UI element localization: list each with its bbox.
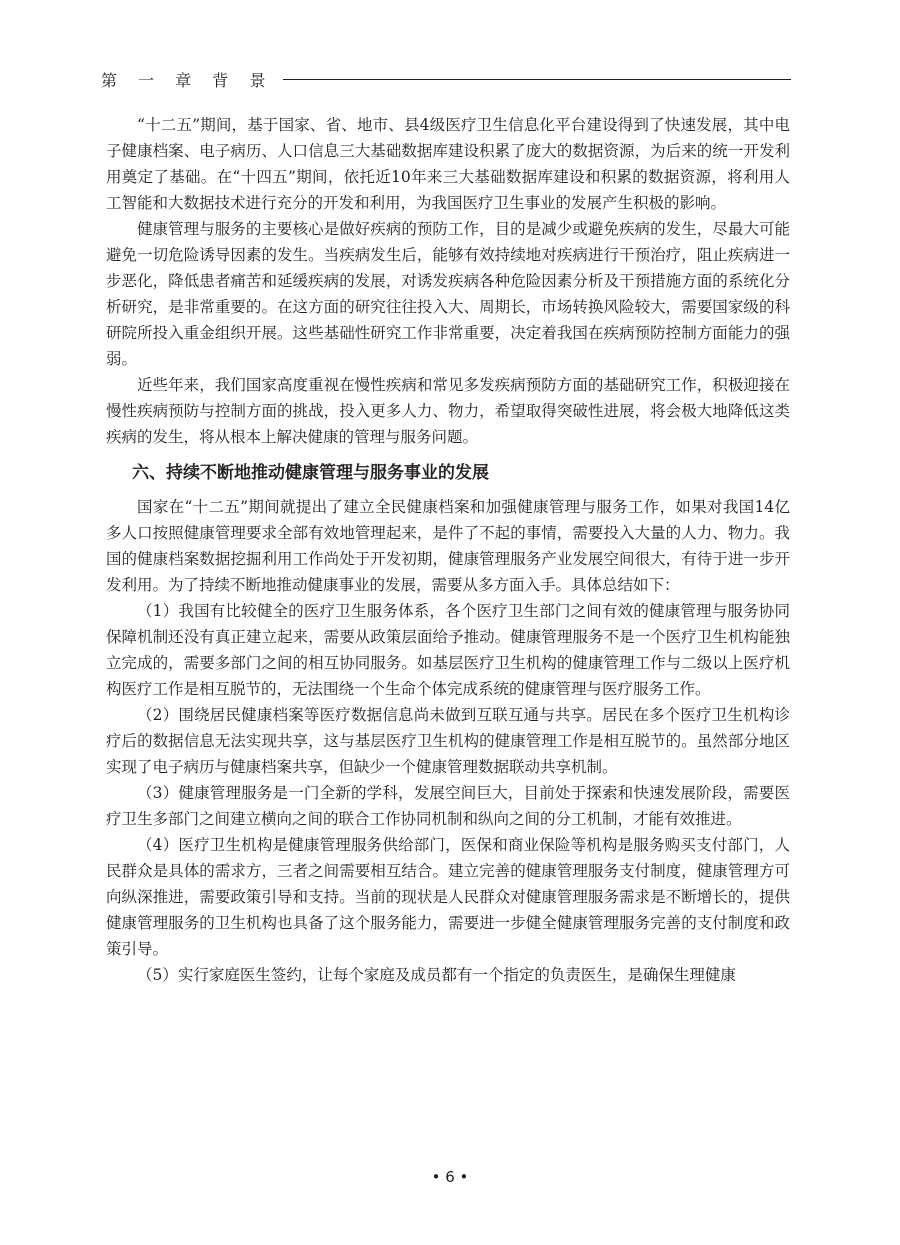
chapter-title: 第 一 章 背 景 [101,70,274,90]
paragraph: “十二五”期间，基于国家、省、地市、县4级医疗卫生信息化平台建设得到了快速发展，其中电子健康档案、电子病历、人口信息三大基础数据库建设积累了庞大的数据资源，为后来的统一开发利用奠定了基础。在“十四五”期间，依托近10年来三大基础数据库建设和积累的数据资源，将利用人工智能和大数据技术进行充分的开发和利用，为我国医疗卫生事业的发展产生积极的影响。 [106,116,790,212]
list-item: （4）医疗卫生机构是健康管理服务供给部门，医保和商业保险等机构是服务购买支付部门，人民群众是具体的需求方，三者之间需要相互结合。建立完善的健康管理服务支付制度，健康管理方可向纵深推进，需要政策引导和支持。当前的现状是人民群众对健康管理服务需求是不断增长的，提供健康管理服务的卫生机构也具备了这个服务能力，需要进一步健全健康管理服务完善的支付制度和政策引导。 [106,836,790,958]
header-rule [283,79,791,80]
page-body [106,112,790,988]
list-item: （5）实行家庭医生签约，让每个家庭及成员都有一个指定的负责医生，是确保生理健康 [137,966,736,984]
running-header [101,64,791,94]
list-item: （1）我国有比较健全的医疗卫生服务体系，各个医疗卫生部门之间有效的健康管理与服务协同保障机制还没有真正建立起来，需要从政策层面给予推动。健康管理服务不是一个医疗卫生机构能独立完成的，需要多部门之间的相互协同服务。如基层医疗卫生机构的健康管理工作与二级以上医疗机构医疗工作是相互脱节的，无法围绕一个生命个体完成系统的健康管理与医疗服务工作。 [106,602,790,698]
list-item: （2）围绕居民健康档案等医疗数据信息尚未做到互联互通与共享。居民在多个医疗卫生机构诊疗后的数据信息无法实现共享，这与基层医疗卫生机构的健康管理工作是相互脱节的。虽然部分地区实现了电子病历与健康档案共享，但缺少一个健康管理数据联动共享机制。 [106,706,790,776]
paragraph: 国家在“十二五”期间就提出了建立全民健康档案和加强健康管理与服务工作，如果对我国14亿多人口按照健康管理要求全部有效地管理起来，是件了不起的事情，需要投入大量的人力、物力。我国的健康档案数据挖掘利用工作尚处于开发初期，健康管理服务产业发展空间很大，有待于进一步开发利用。为了持续不断地推动健康事业的发展，需要从多方面入手。具体总结如下： [106,498,790,594]
section-heading: 六、持续不断地推动健康管理与服务事业的发展 [132,463,489,483]
page-number: • 6 • [431,1168,469,1186]
list-item: （3）健康管理服务是一门全新的学科，发展空间巨大，目前处于探索和快速发展阶段，需要医疗卫生多部门之间建立横向之间的联合工作协同机制和纵向之间的分工机制，才能有效推进。 [106,784,790,828]
paragraph: 近些年来，我们国家高度重视在慢性疾病和常见多发疾病预防方面的基础研究工作，积极迎接在慢性疾病预防与控制方面的挑战，投入更多人力、物力，希望取得突破性进展，将会极大地降低这类疾病的发生，将从根本上解决健康的管理与服务问题。 [106,376,790,446]
paragraph: 健康管理与服务的主要核心是做好疾病的预防工作，目的是减少或避免疾病的发生，尽最大可能避免一切危险诱导因素的发生。当疾病发生后，能够有效持续地对疾病进行干预治疗，阻止疾病进一步恶化，降低患者痛苦和延缓疾病的发展，对诱发疾病各种危险因素分析及干预措施方面的系统化分析研究，是非常重要的。在这方面的研究往往投入大、周期长，市场转换风险较大，需要国家级的科研院所投入重金组织开展。这些基础性研究工作非常重要，决定着我国在疾病预防控制方面能力的强弱。 [106,220,790,368]
